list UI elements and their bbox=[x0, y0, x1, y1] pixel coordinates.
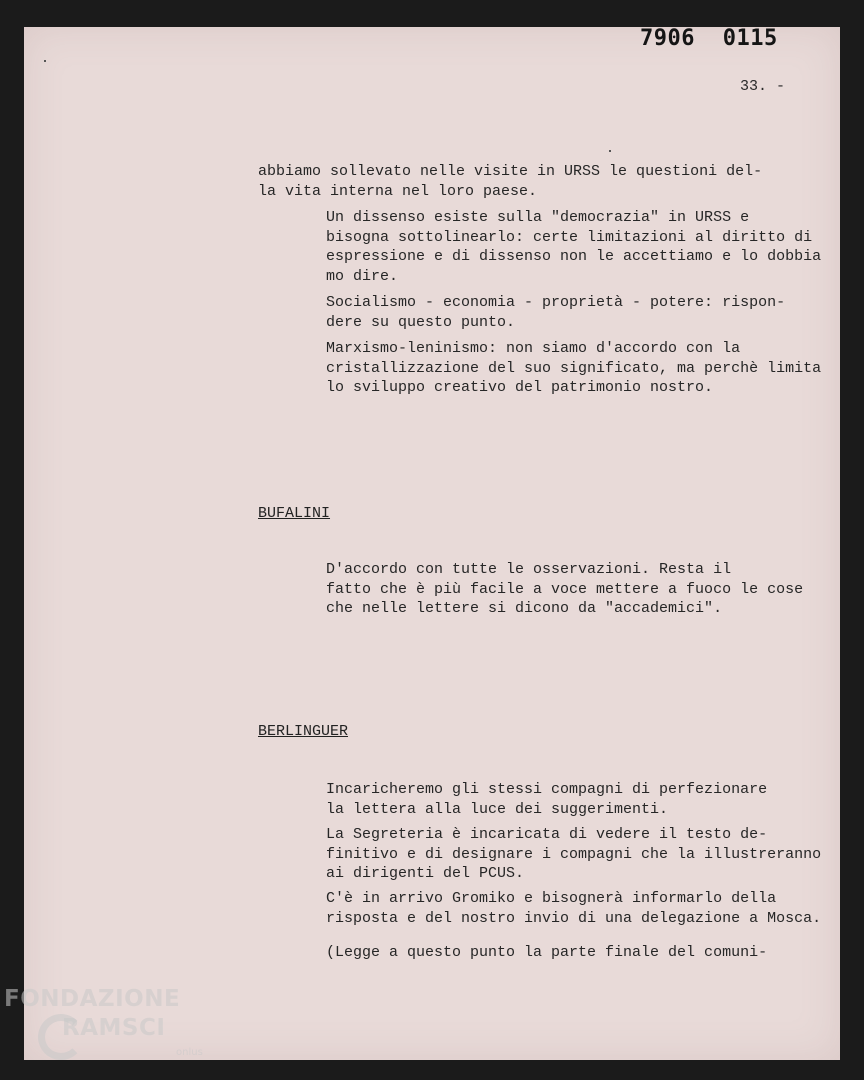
paragraph: Un dissenso esiste sulla "democrazia" in URSS e bisogna sottolinearlo: certe limitazioni al diritto di espressione e di dissenso non le accettiamo e lo dobbia mo dire. bbox=[326, 209, 822, 285]
logo-line-2: RAMSCI bbox=[62, 1015, 166, 1041]
page-number: 33. - bbox=[740, 78, 786, 95]
paragraph: C'è in arrivo Gromiko e bisognerà informarlo della risposta e del nostro invio di una delegazione a Mosca. bbox=[326, 890, 822, 927]
paragraph: abbiamo sollevato nelle visite in URSS le questioni del- la vita interna nel loro paese. bbox=[258, 163, 763, 200]
paragraph: D'accordo con tutte le osservazioni. Resta il fatto che è più facile a voce mettere a fuoco le cose che nelle lettere si dicono da "accademici". bbox=[326, 561, 804, 617]
paragraph: La Segreteria è incaricata di vedere il testo de- finitivo e di designare i compagni che la illustreranno ai dirigenti del PCUS. bbox=[326, 826, 822, 882]
fondazione-gramsci-logo bbox=[4, 984, 214, 1080]
logo-line-3: onlus bbox=[176, 1047, 203, 1058]
paragraph: (Legge a questo punto la parte finale del comuni- bbox=[326, 944, 768, 961]
speck bbox=[44, 60, 46, 62]
speaker-heading: BUFALINI bbox=[258, 505, 331, 522]
paragraph: Marxismo-leninismo: non siamo d'accordo con la cristallizzazione del suo significato, ma perchè limita lo sviluppo creativo del patrimonio nostro. bbox=[326, 340, 822, 396]
speck bbox=[609, 150, 611, 152]
paragraph: Incaricheremo gli stessi compagni di perfezionare la lettera alla luce dei suggerimenti. bbox=[326, 781, 768, 818]
speaker-heading: BERLINGUER bbox=[258, 723, 349, 740]
logo-line-1: FONDAZIONE bbox=[4, 986, 181, 1012]
paragraph: Socialismo - economia - proprietà - potere: rispon- dere su questo punto. bbox=[326, 294, 786, 331]
archive-stamp-number: 7906 0115 bbox=[640, 26, 778, 51]
